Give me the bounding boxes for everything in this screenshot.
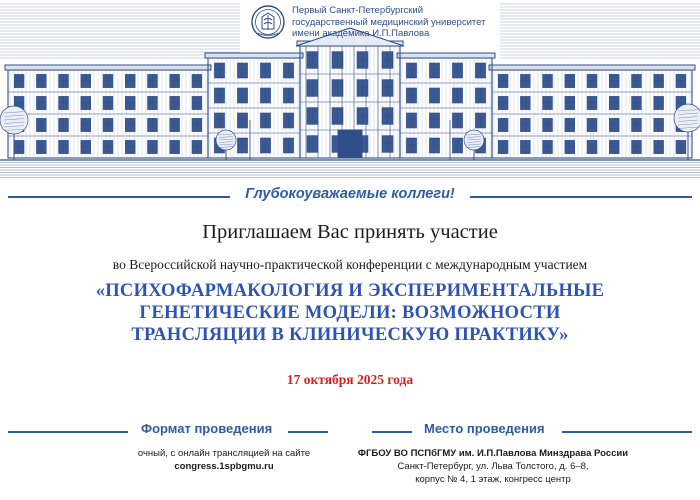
university-name-line-1: Первый Санкт-Петербургский (292, 5, 424, 16)
header-building-illustration (0, 0, 700, 182)
format-description: очный, с онлайн трансляцией на сайте (137, 448, 311, 459)
university-name-line-3: имени академика И.П.Павлова (292, 28, 430, 39)
format-title: Формат проведения (141, 421, 273, 436)
format-site-text[interactable]: congress.1spbgmu.ru (174, 461, 274, 472)
conference-date: 17 октября 2025 года (286, 372, 414, 387)
invitation-heading: Приглашаем Вас принять участие (202, 221, 498, 243)
venue-address-line-2: корпус № 4, 1 этаж, конгресс центр (415, 474, 571, 485)
format-divider-left (8, 431, 128, 433)
greeting-text: Глубокоуважаемые коллеги! (245, 186, 455, 202)
format-divider-right (288, 431, 328, 433)
venue-organization (348, 448, 638, 461)
conference-title-line-3: ТРАНСЛЯЦИИ В КЛИНИЧЕСКУЮ ПРАКТИКУ» (131, 325, 569, 345)
venue-divider-right (562, 431, 692, 433)
conference-title-line-1: «ПСИХОФАРМАКОЛОГИЯ И ЭКСПЕРИМЕНТАЛЬНЫЕ (95, 281, 605, 301)
university-crest-icon (250, 3, 286, 41)
university-name (292, 5, 485, 40)
venue-divider-left (372, 431, 412, 433)
venue-organization-text: ФГБОУ ВО ПСПбГМУ им. И.П.Павлова Минздрава России (357, 448, 629, 459)
venue-title: Место проведения (424, 421, 545, 436)
divider-left (8, 196, 230, 198)
university-name-line-2: государственный медицинский университет (292, 16, 486, 28)
conference-title (20, 280, 680, 346)
format-site-link[interactable] (126, 461, 322, 474)
university-block (250, 3, 490, 47)
conference-type: во Всероссийской научно-практической конференции с международным участием (112, 257, 588, 272)
conference-title-line-2: ГЕНЕТИЧЕСКИЕ МОДЕЛИ: ВОЗМОЖНОСТИ (139, 303, 561, 323)
divider-right (470, 196, 692, 198)
greeting-row (0, 182, 700, 210)
venue-address-line-1: Санкт-Петербург, ул. Льва Толстого, д. 6–8, (397, 461, 589, 472)
